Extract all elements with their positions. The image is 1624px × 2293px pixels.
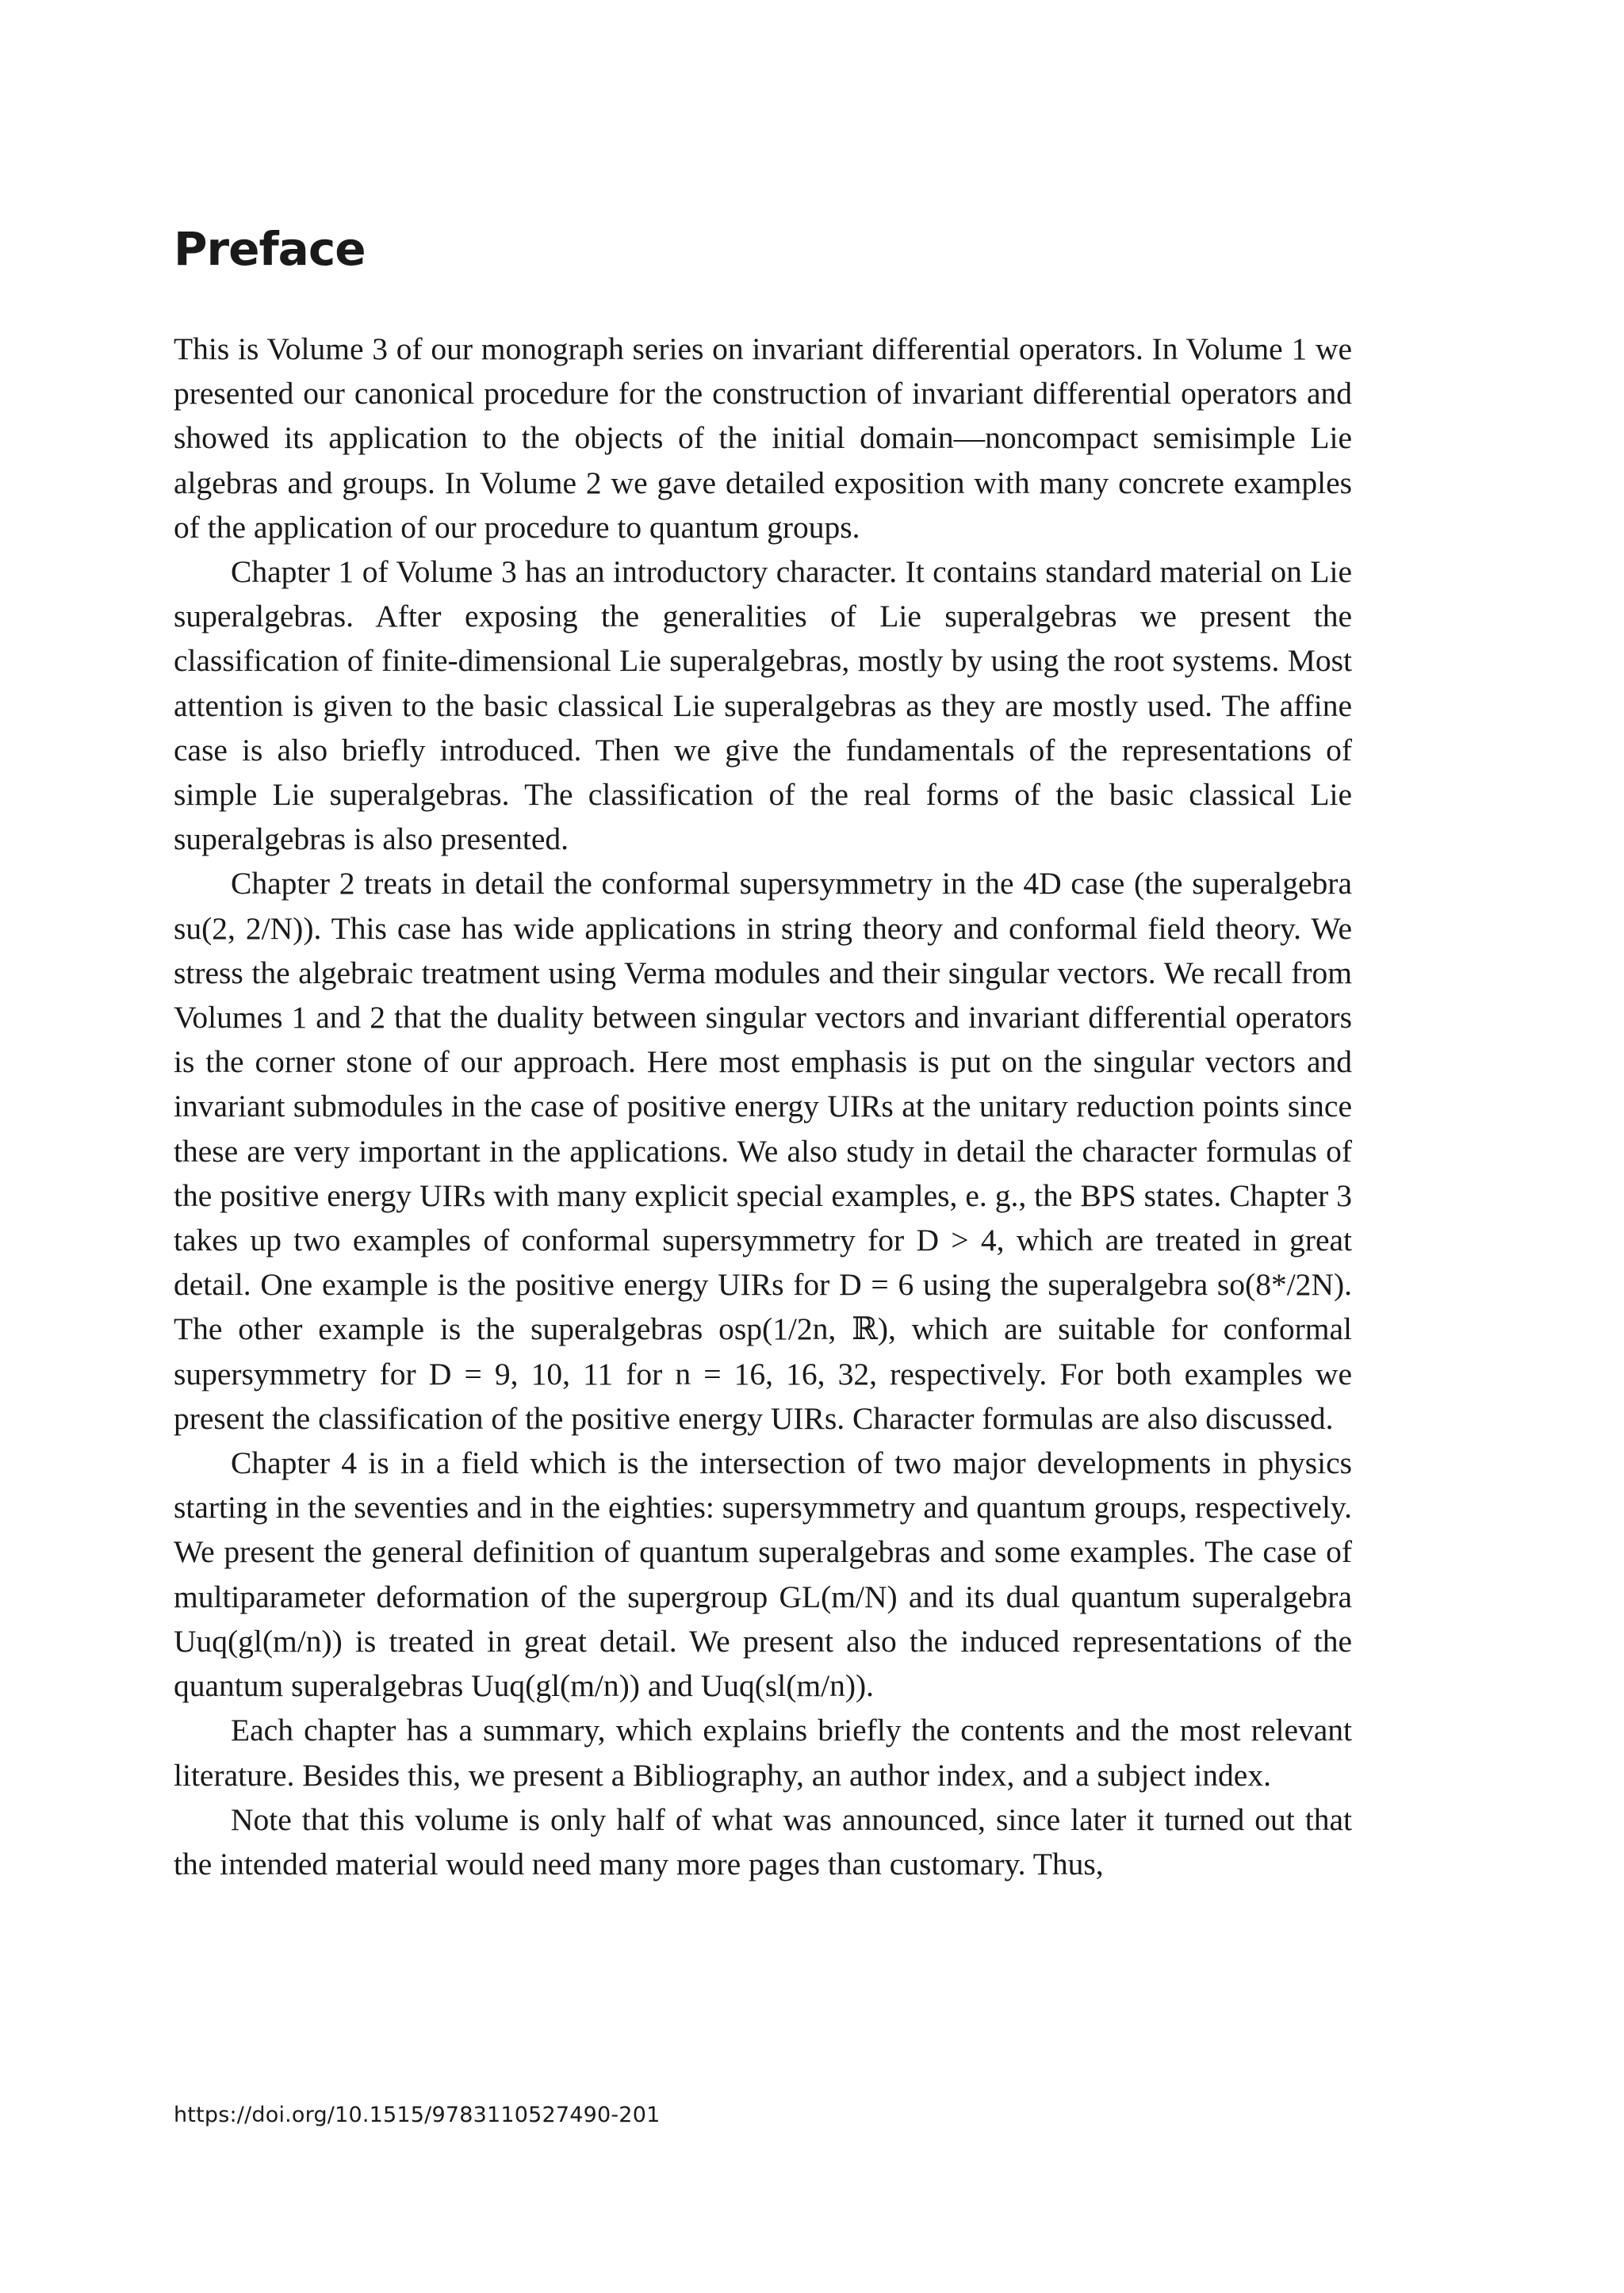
paragraph-6: Note that this volume is only half of what was announced, since later it turned out that the intended material would need many more pages than customary. Thus, — [174, 1801, 1352, 1881]
paragraph-3: Chapter 2 treats in detail the conformal supersymmetry in the 4D case (the superalgebra su(2, 2/N)). This case has wide applications in string theory and conformal field theory. We stress the algebraic treatment using Verma modules and their singular vectors. We recall from Volumes 1 and 2 that the duality between singular vectors and invariant differential operators is the corner stone of our approach. Here most emphasis is put on the singular vectors and invariant submodules in the case of positive energy UIRs at the unitary reduction points since these are very important in the applications. We also study in detail the character formulas of the positive energy UIRs with many explicit special examples, e. g., the BPS states. Chapter 3 takes up two examples of conformal supersymmetry for D > 4, which are treated in great detail. One example is the positive energy UIRs for D = 6 using the superalgebra so(8*/2N). The other example is the superalgebras osp(1/2n, ℝ), which are suitable for conformal supersymmetry for D = 9, 10, 11 for n = 16, 16, 32, respectively. For both examples we present the classification of the positive energy UIRs. Character formulas are also discussed. — [174, 866, 1352, 1436]
paragraph-5: Each chapter has a summary, which explains briefly the contents and the most relevant literature. Besides this, we present a Bibliography, an author index, and a subject index. — [174, 1713, 1352, 1793]
doi-link[interactable]: https://doi.org/10.1515/9783110527490-201 — [174, 2103, 661, 2127]
page — [174, 0, 1352, 2293]
body-text — [174, 327, 1352, 1886]
paragraph-4: Chapter 4 is in a field which is the intersection of two major developments in physics starting in the seventies and in the eighties: supersymmetry and quantum groups, respectively. We present the general definition of quantum superalgebras and some examples. The case of multiparameter deformation of the supergroup GL(m/N) and its dual quantum superalgebra Uuq(gl(m/n)) is treated in great detail. We present also the induced representations of the quantum superalgebras Uuq(gl(m/n)) and Uuq(sl(m/n)). — [174, 1445, 1352, 1704]
paragraph-1: This is Volume 3 of our monograph series on invariant differential operators. In Volume 1 we presented our canonical procedure for the construction of invariant differential operators and showed its application to the objects of the initial domain—noncompact semisimple Lie algebras and groups. In Volume 2 we gave detailed exposition with many concrete examples of the application of our procedure to quantum groups. — [174, 331, 1352, 545]
paragraph-2: Chapter 1 of Volume 3 has an introductory character. It contains standard material on Lie superalgebras. After exposing the generalities of Lie superalgebras we present the classification of finite-dimensional Lie superalgebras, mostly by using the root systems. Most attention is given to the basic classical Lie superalgebras as they are mostly used. The affine case is also briefly introduced. Then we give the fundamentals of the representations of simple Lie superalgebras. The classification of the real forms of the basic classical Lie superalgebras is also presented. — [174, 554, 1352, 857]
page-title: Preface — [174, 222, 366, 276]
